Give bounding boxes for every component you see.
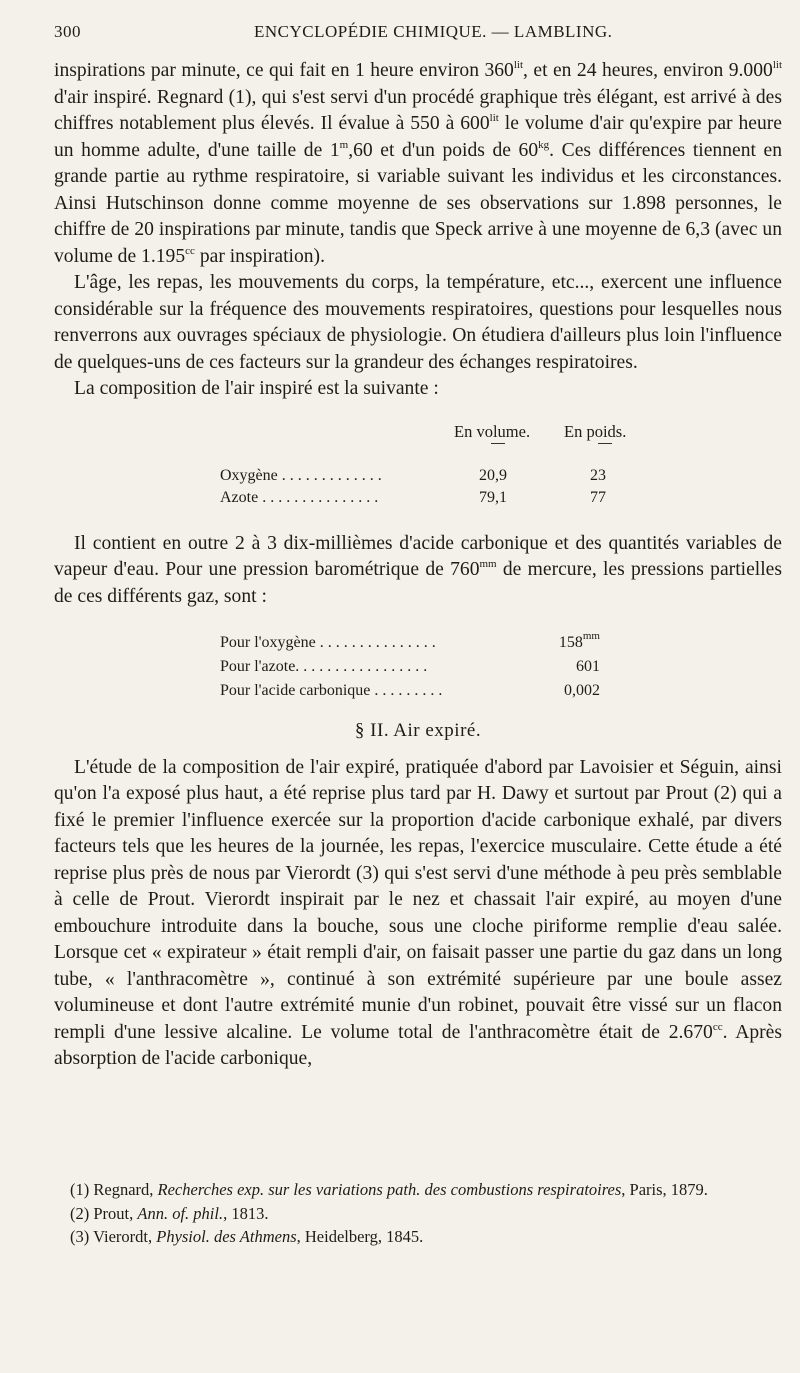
table-row: Pour l'oxygène . . . . . . . . . . . . . . . $158^{mm}$ bbox=[220, 630, 600, 651]
table-row: Oxygène . . . . . . . . . . . . . 20,9 23 bbox=[220, 466, 606, 484]
running-header bbox=[54, 18, 780, 46]
paragraph-5: L'étude de la composition de l'air expiré, pratiquée d'abord par Lavoisier et Séguin, ainsi qu'on l'a exposé plus haut, a été reprise plus tard par H. Dawy et surtout par Prout (2) qui a fixé le premier l'influence exercée sur la proportion d'acide carbonique exhalé, par divers facteurs tels que les heures de la journée, les repas, l'exercice musculaire. Cette étude a été reprise plus près de nous par Vierordt (3) qui s'est servi d'une méthode à peu près semblable à celle de Prout. Vierordt inspirait par le nez et chassait l'air expiré, au moyen d'une embouchure introduite dans la bouche, sous une cloche piriforme remplie d'eau salée. Lorsque cet « expirateur » était rempli d'air, on faisait passer une partie du gaz dans un long tube, « l'anthracomètre », continué à son extrémité supérieure par une boule assez volumineuse et dont l'autre extrémité munie d'un robinet, pouvait être vissé sur un flacon rempli d'une lessive alcaline. Le volume total de l'anthracomètre était de 2.670$^{cc}$. Après absorption de l'acide carbonique, bbox=[54, 756, 783, 1069]
main-text bbox=[54, 58, 782, 1073]
footnote-1: (1) Regnard, Recherches exp. sur les variations path. des combustions respiratoires, Paris, 1879. bbox=[70, 1180, 708, 1199]
pressure-table bbox=[54, 620, 782, 710]
paragraph-4: Il contient en outre 2 à 3 dix-millièmes d'acide carbonique et des quantités variables de vapeur d'eau. Pour une pression barométrique de $760^{mm}$ de mercure, les pressions partielles de ces différents gaz, sont : bbox=[54, 532, 782, 607]
table-row: Pour l'azote. . . . . . . . . . . . . . . . . 601 bbox=[220, 658, 600, 675]
table-row: Azote . . . . . . . . . . . . . . . 79,1 77 bbox=[220, 488, 606, 506]
paragraph-1: inspirations par minute, ce qui fait en 1 heure environ $360^{lit}$, et en 24 heures, environ $9.000^{lit}$ d'air inspiré. Regnard (1), qui s'est servi d'un procédé graphique très élégant, est arrivé à des chiffres notablement plus élevés. Il évalue à 550 à $600^{lit}$ le volume d'air qu'expire par heure un homme adulte, d'une taille de 1$^m$,60 et d'un poids de $60^{kg}$. Ces différences tiennent en grande partie au rythme respiratoire, si variable suivant les individus et les circonstances. Ainsi Hutschinson donne comme moyenne de ses observations sur 1.898 personnes, le chiffre de 20 inspirations par minute, tandis que Speck arrive à une moyenne de 6,3 (avec un volume de 1.195$^{cc}$ par inspiration). bbox=[54, 59, 783, 267]
composition-table bbox=[54, 415, 782, 531]
paragraph-3: La composition de l'air inspiré est la suivante : bbox=[74, 378, 439, 399]
footnote-3: (3) Vierordt, Physiol. des Athmens, Heidelberg, 1845. bbox=[70, 1227, 424, 1246]
footnote-2: (2) Prout, Ann. of. phil., 1813. bbox=[70, 1203, 269, 1223]
column-header-weight: En poids. bbox=[564, 421, 627, 441]
paragraph-2: L'âge, les repas, les mouvements du corps, la température, etc..., exercent une influence considérable sur la fréquence des mouvements respiratoires, questions pour lesquelles nous renverrons aux ouvrages spéciaux de physiologie. On étudiera d'ailleurs plus loin l'influence de quelques-uns de ces facteurs sur la grandeur des échanges respiratoires. bbox=[54, 272, 782, 373]
footnotes bbox=[54, 1178, 782, 1249]
column-rule bbox=[491, 443, 505, 444]
page-number: 300 bbox=[54, 22, 81, 41]
table-row: Pour l'acide carbonique . . . . . . . . . 0,002 bbox=[220, 682, 600, 699]
section-heading: § II. Air expiré. bbox=[354, 720, 482, 741]
running-head-title: ENCYCLOPÉDIE CHIMIQUE. — LAMBLING. bbox=[254, 22, 613, 41]
column-header-volume: En volume. bbox=[454, 421, 531, 441]
column-rule bbox=[598, 443, 612, 444]
